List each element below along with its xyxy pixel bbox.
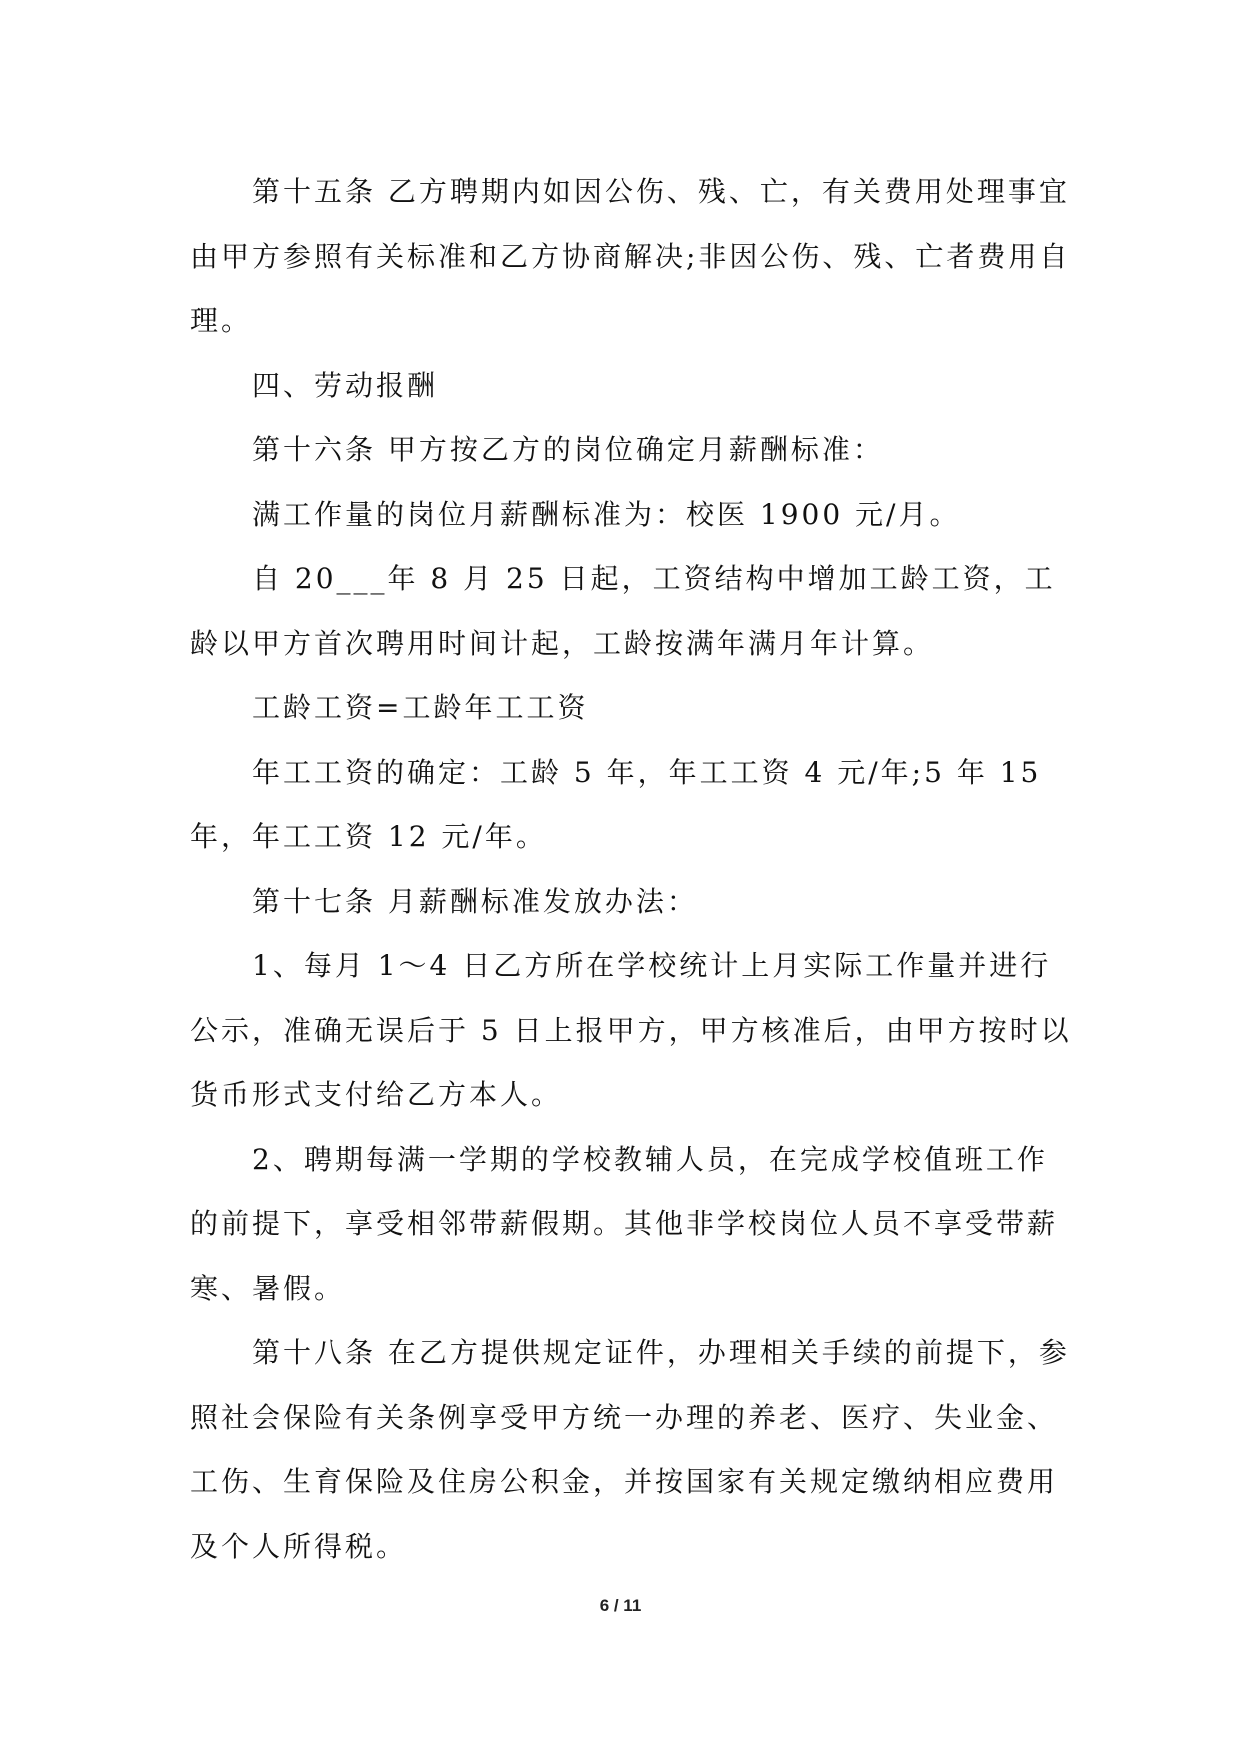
seniority-pay-paragraph: 自 20___年 8 月 25 日起，工资结构中增加工龄工资，工龄以甲方首次聘用时间计起，工龄按满年满月年计算。 [190, 562, 1056, 660]
payment-procedure-item-1: 1、每月 1～4 日乙方所在学校统计上月实际工作量并进行公示，准确无误后于 5 日上报甲方，甲方核准后，由甲方按时以货币形式支付给乙方本人。 [190, 949, 1072, 1111]
seniority-formula-paragraph: 工龄工资=工龄年工工资 [252, 691, 589, 724]
article-16-paragraph: 第十六条 甲方按乙方的岗位确定月薪酬标准： [252, 433, 884, 466]
section-heading-labor-pay: 四、劳动报酬 [252, 368, 439, 402]
document-body [190, 160, 1072, 1579]
article-18-paragraph: 第十八条 在乙方提供规定证件，办理相关手续的前提下，参照社会保险有关条例享受甲方统一办理的养老、医疗、失业金、工伤、生育保险及住房公积金，并按国家有关规定缴纳相应费用及个人所得税。 [190, 1336, 1070, 1563]
page-number: 6 / 11 [599, 1596, 642, 1615]
article-15-paragraph: 第十五条 乙方聘期内如因公伤、残、亡，有关费用处理事宜由甲方参照有关标准和乙方协商解决;非因公伤、残、亡者费用自理。 [190, 175, 1071, 337]
payment-procedure-item-2: 2、聘期每满一学期的学校教辅人员，在完成学校值班工作的前提下，享受相邻带薪假期。其他非学校岗位人员不享受带薪寒、暑假。 [190, 1142, 1059, 1305]
salary-standard-paragraph: 满工作量的岗位月薪酬标准为：校医 1900 元/月。 [252, 497, 961, 531]
annual-pay-rule-paragraph: 年工工资的确定：工龄 5 年，年工工资 4 元/年;5 年 15 年，年工工资 12 元/年。 [190, 755, 1042, 853]
article-17-paragraph: 第十七条 月薪酬标准发放办法： [252, 884, 698, 918]
